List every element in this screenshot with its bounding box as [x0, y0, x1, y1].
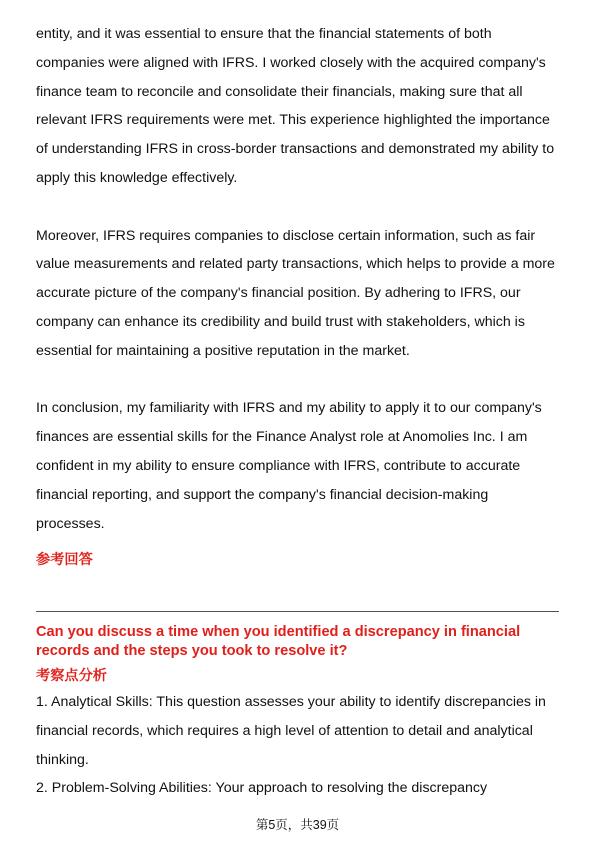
reference-answer-label: 参考回答	[36, 552, 93, 569]
answer-paragraph-1: entity, and it was essential to ensure that the financial statements of both companies were aligned with IFRS. I worked closely with the acquired company's finance team to reconcile and consolidate their financials, making sure that all relevant IFRS requirements were met. This experience highlighted the importance of understanding IFRS in cross-border transactions and demonstrated my ability to apply this knowledge effectively.	[36, 26, 555, 186]
answer-paragraph-2: Moreover, IFRS requires companies to disclose certain information, such as fair value measurements and related party transactions, which helps to provide a more accurate picture of the company's financial position. By adhering to IFRS, our company can enhance its credibility and build trust with stakeholders, which is essential for maintaining a positive reputation in the market.	[36, 227, 555, 359]
answer-paragraph-3: In conclusion, my familiarity with IFRS and my ability to apply it to our company's finances are essential skills for the Finance Analyst role at Anomolies Inc. I am confident in my ability to ensure compliance with IFRS, contribute to accurate financial reporting, and support the company's financial decision-making processes.	[36, 400, 542, 532]
section-divider	[36, 611, 559, 612]
answer-body	[36, 20, 560, 570]
analysis-label: 考察点分析	[36, 668, 107, 684]
analysis-point-1: 1. Analytical Skills: This question assesses your ability to identify discrepancies in financial records, which requires a high level of attention to detail and analytical thinking.	[36, 694, 546, 768]
analysis-point-2: 2. Problem-Solving Abilities: Your approach to resolving the discrepancy	[36, 780, 488, 797]
question-heading: Can you discuss a time when you identified a discrepancy in financial records and the steps you took to resolve it?	[36, 624, 521, 659]
page-indicator: 第5页，共39页	[255, 818, 340, 832]
question-section	[36, 623, 560, 803]
